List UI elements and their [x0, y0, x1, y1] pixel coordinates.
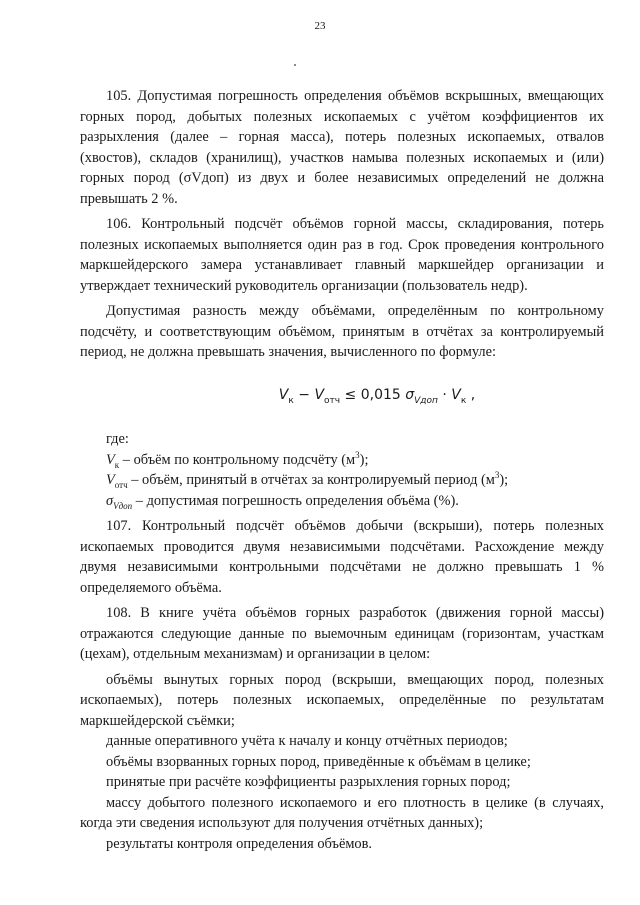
- list-item: объёмы взорванных горных пород, приведённые к объёмам в целике;: [106, 753, 531, 770]
- list-item: объёмы вынутых горных пород (вскрыши, вмещающих пород, полезных ископаемых), потерь полезных ископаемых, определённые по результатам маркшейдерской съёмки;: [80, 671, 604, 729]
- list-item: принятые при расчёте коэффициенты разрыхления горных пород;: [106, 774, 511, 790]
- document-body: [80, 86, 604, 854]
- paragraph-106: 106. Контрольный подсчёт объёмов горной массы, складирования, потерь полезных ископаемых выполняется один раз в год. Срок проведения контрольного маркшейдерского замера устанавливает главный маркшейдер организации и утверждает технический руководитель организации (пользователь недр).: [80, 216, 604, 294]
- definition-votch: $V_{отч}$ – объём, принятый в отчётах за контролируемый период $(м^3)$;: [106, 470, 509, 490]
- list-item: массу добытого полезного ископаемого и его плотность в целике (в случаях, когда эти сведения используют для получения отчётных данных);: [80, 794, 604, 831]
- paragraph-allowed-difference: Допустимая разность между объёмами, определённым по контрольному подсчёту, и соответствующим объёмом, принятым в отчётах за контролируемый период, не должна превышать значения, вычисленного по формуле:: [80, 303, 604, 360]
- page-number: 23: [314, 20, 326, 32]
- paragraph-108: 108. В книге учёта объёмов горных разработок (движения горной массы) отражаются следующие данные по выемочным единицам (горизонтам, участкам (цехам), отдельным механизмам) и организации в целом:: [80, 605, 604, 662]
- where-label: где:: [106, 431, 129, 447]
- formula: $V_к - V_{отч} \le 0,015$ $\sigma_{Vдоп} \cdot V_к$ ,: [278, 386, 476, 406]
- paragraph-105: 105. Допустимая погрешность определения объёмов вскрышных, вмещающих горных пород, добытых полезных ископаемых с учётом коэффициентов их разрыхления (далее – горная масса), потерь полезных ископаемых, отвалов (хвостов), складов (хранилищ), участков намыва полезных ископаемых и (или) горных пород (σVдоп) из двух и более независимых определений не должна превышать 2 %.: [80, 88, 604, 207]
- paragraph-107: 107. Контрольный подсчёт объёмов добычи (вскрыши), потерь полезных ископаемых проводится двумя независимыми подсчётами. Расхождение между двумя независимыми контрольными подсчётами не должно превышать 1 % определяемого объёма.: [80, 518, 604, 596]
- definition-vk: $V_к$ – объём по контрольному подсчёту $(м^3)$;: [106, 449, 369, 470]
- scan-speck: [294, 64, 296, 66]
- definition-sigma: $\sigma_{Vдоп}$ – допустимая погрешность определения объёма (%).: [106, 492, 459, 511]
- list-item: данные оперативного учёта к началу и концу отчётных периодов;: [106, 733, 508, 749]
- list-item: результаты контроля определения объёмов.: [106, 835, 373, 852]
